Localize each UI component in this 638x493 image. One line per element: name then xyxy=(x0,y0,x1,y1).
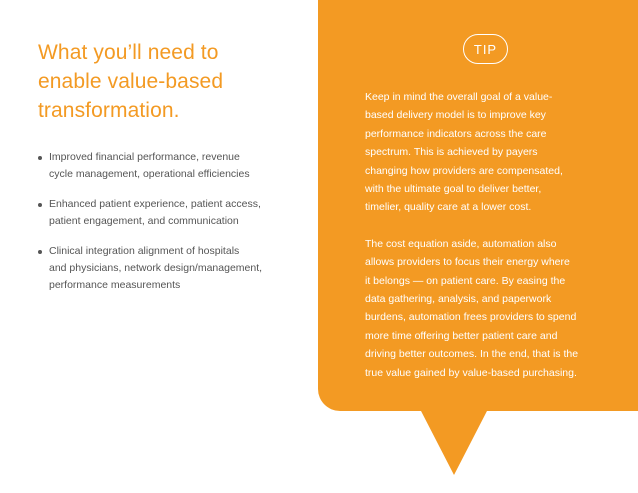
list-item-line: Enhanced patient experience, patient access, xyxy=(49,198,261,210)
tip-line: data gathering, analysis, and paperwork xyxy=(365,293,552,306)
tip-line: it belongs — on patient care. By easing the xyxy=(365,274,566,287)
list-item-line: cycle management, operational efficiencies xyxy=(49,168,250,180)
list-item-line: Clinical integration alignment of hospitals xyxy=(49,245,240,257)
tip-paragraph xyxy=(365,235,630,382)
list-item xyxy=(38,196,288,230)
tip-line: true value gained by value-based purchasing. xyxy=(365,366,577,379)
title-line: enable value-based xyxy=(38,70,224,93)
tip-paragraph xyxy=(365,88,630,217)
tip-badge: TIP xyxy=(463,34,508,64)
requirements-section xyxy=(38,38,288,307)
section-title xyxy=(38,38,288,125)
tip-line: changing how providers are compensated, xyxy=(365,164,563,177)
list-item xyxy=(38,243,288,294)
tip-line: burdens, automation frees providers to spend xyxy=(365,311,577,324)
tip-line: more time offering better patient care and xyxy=(365,329,558,342)
list-item-line: and physicians, network design/management, xyxy=(49,262,263,274)
requirements-list xyxy=(38,149,288,294)
tip-line: with the ultimate goal to deliver better, xyxy=(365,183,542,196)
title-line: transformation. xyxy=(38,99,180,122)
list-item xyxy=(38,149,288,183)
tip-line: The cost equation aside, automation also xyxy=(365,237,557,250)
list-item-line: patient engagement, and communication xyxy=(49,215,239,227)
title-line: What you’ll need to xyxy=(38,41,219,64)
tip-text xyxy=(365,88,630,400)
list-item-line: performance measurements xyxy=(49,279,181,291)
tip-line: driving better outcomes. In the end, that is the xyxy=(365,348,579,361)
list-item-line: Improved financial performance, revenue xyxy=(49,151,240,163)
tip-line: based delivery model is to improve key xyxy=(365,109,546,122)
tip-line: Keep in mind the overall goal of a value- xyxy=(365,91,553,103)
tip-line: allows providers to focus their energy where xyxy=(365,256,570,269)
tip-line: timelier, quality care at a lower cost. xyxy=(365,201,532,214)
callout-pointer xyxy=(420,409,488,475)
tip-line: spectrum. This is achieved by payers xyxy=(365,146,538,159)
tip-line: performance indicators across the care xyxy=(365,127,547,140)
